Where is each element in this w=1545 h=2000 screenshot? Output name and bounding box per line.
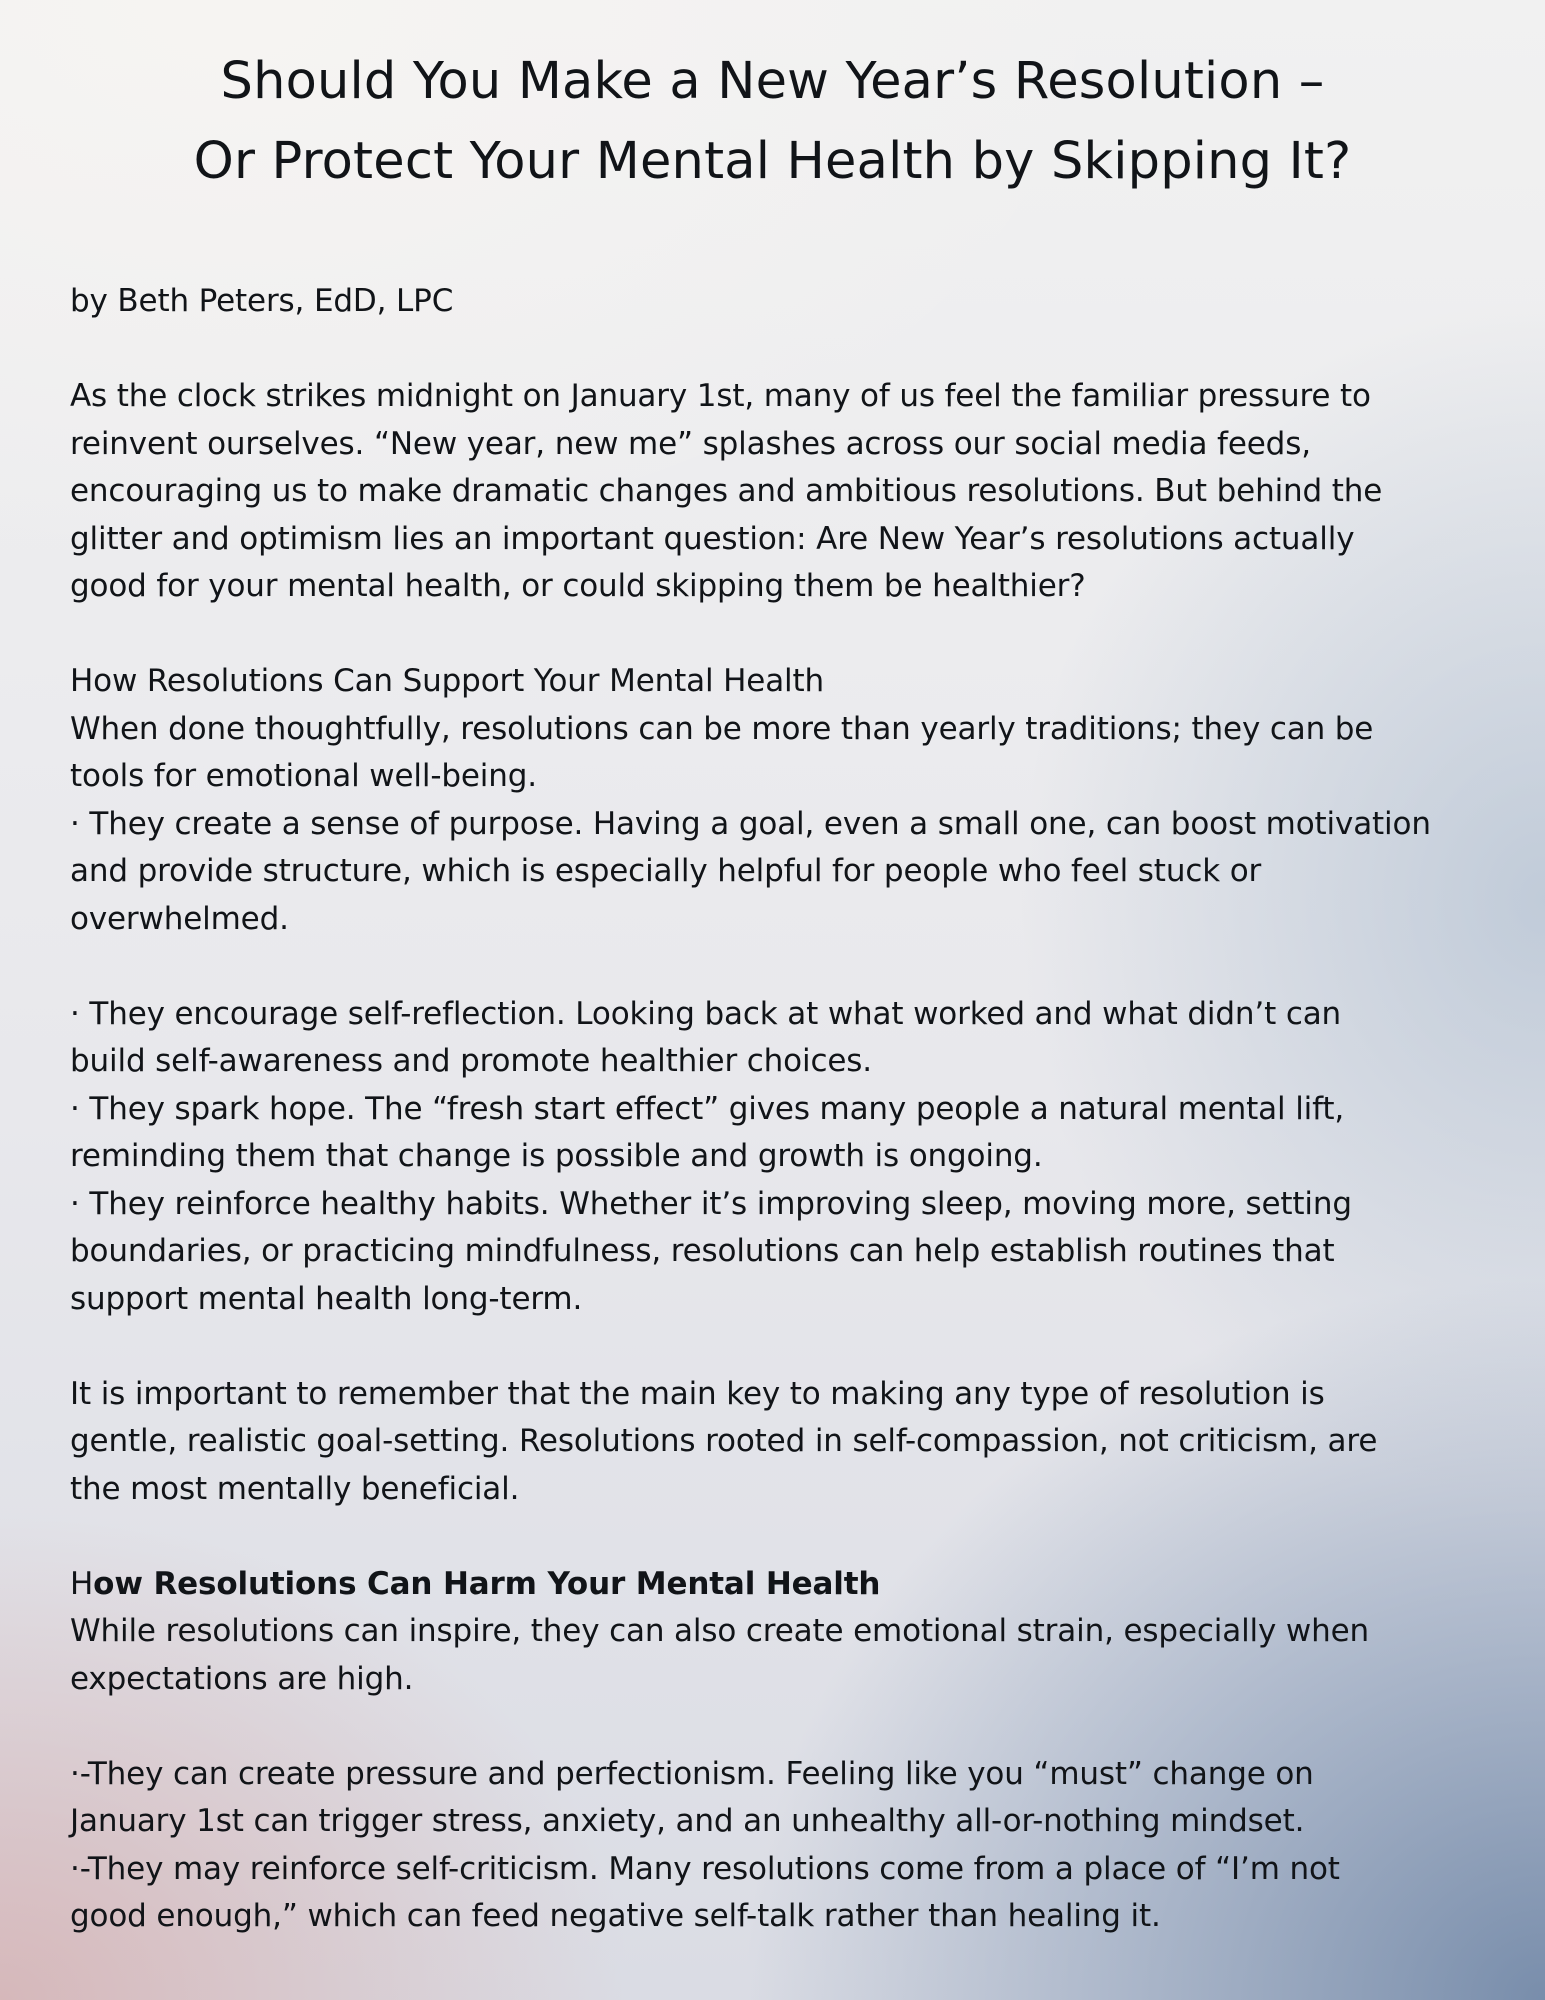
section-heading-harm: [70, 1561, 1490, 1609]
section-heading-support: How Resolutions Can Support Your Mental Health: [70, 663, 825, 699]
bullet-habits-line: boundaries, or practicing mindfulness, resolutions can help establish routines that: [70, 1233, 1335, 1269]
paragraph-gap: [70, 1703, 1490, 1751]
heading-initial: H: [70, 1565, 94, 1602]
bullet-hope-line: reminding them that change is possible and growth is ongoing.: [70, 1138, 1043, 1174]
bullet-criticism-line: good enough,” which can feed negative self-talk rather than healing it.: [70, 1898, 1161, 1934]
paragraph-gap: [70, 326, 1490, 374]
bullet-purpose-line: and provide structure, which is especially helpful for people who feel stuck or: [70, 853, 1262, 889]
section-intro-line: expectations are high.: [70, 1660, 414, 1697]
closing-line: It is important to remember that the main key to making any type of resolution is: [70, 1375, 1325, 1412]
paragraph-gap: [70, 943, 1490, 991]
closing-line: the most mentally beneficial.: [70, 1470, 520, 1507]
bullet-hope-line: · They spark hope. The “fresh start effect” gives many people a natural mental lift,: [70, 1090, 1345, 1127]
bullet-reflection-line: · They encourage self-reflection. Looking back at what worked and what didn’t can: [70, 995, 1342, 1032]
paragraph-gap: [70, 1513, 1490, 1561]
section-intro-line: tools for emotional well-being.: [70, 758, 537, 794]
intro-line: glitter and optimism lies an important question: Are New Year’s resolutions actually: [70, 520, 1355, 557]
section-intro-line: When done thoughtfully, resolutions can be more than yearly traditions; they can be: [70, 710, 1374, 747]
section-intro-line: While resolutions can inspire, they can also create emotional strain, especially when: [70, 1613, 1370, 1649]
intro-line: encouraging us to make dramatic changes and ambitious resolutions. But behind the: [70, 473, 1383, 509]
bullet-pressure-line: ·-They can create pressure and perfectionism. Feeling like you “must” change on: [70, 1755, 1314, 1792]
article-title: [70, 42, 1475, 202]
closing-line: gentle, realistic goal-setting. Resolutions rooted in self-compassion, not criticism, are: [70, 1423, 1378, 1459]
heading-rest: ow Resolutions Can Harm Your Mental Health: [93, 1565, 881, 1602]
paragraph-gap: [70, 611, 1490, 659]
intro-line: reinvent ourselves. “New year, new me” splashes across our social media feeds,: [70, 425, 1311, 462]
bullet-habits-line: · They reinforce healthy habits. Whether it’s improving sleep, moving more, setting: [70, 1185, 1352, 1222]
title-line: Should You Make a New Year’s Resolution –: [220, 52, 1325, 111]
article-body: [70, 278, 1490, 1941]
bullet-pressure-line: January 1st can trigger stress, anxiety, and an unhealthy all-or-nothing mindset.: [70, 1803, 1305, 1839]
title-line: Or Protect Your Mental Health by Skipping It?: [193, 132, 1352, 191]
bullet-habits-line: support mental health long-term.: [70, 1280, 583, 1317]
bullet-purpose-line: overwhelmed.: [70, 900, 289, 937]
paragraph-gap: [70, 1323, 1490, 1371]
byline: by Beth Peters, EdD, LPC: [70, 283, 454, 319]
intro-line: good for your mental health, or could skipping them be healthier?: [70, 568, 1086, 604]
bullet-purpose-line: · They create a sense of purpose. Having a goal, even a small one, can boost motivation: [70, 805, 1431, 842]
bullet-criticism-line: ·-They may reinforce self-criticism. Many resolutions come from a place of “I’m not: [70, 1850, 1340, 1887]
intro-line: As the clock strikes midnight on January 1st, many of us feel the familiar pressure to: [70, 378, 1371, 414]
bullet-reflection-line: build self-awareness and promote healthier choices.: [70, 1043, 872, 1079]
